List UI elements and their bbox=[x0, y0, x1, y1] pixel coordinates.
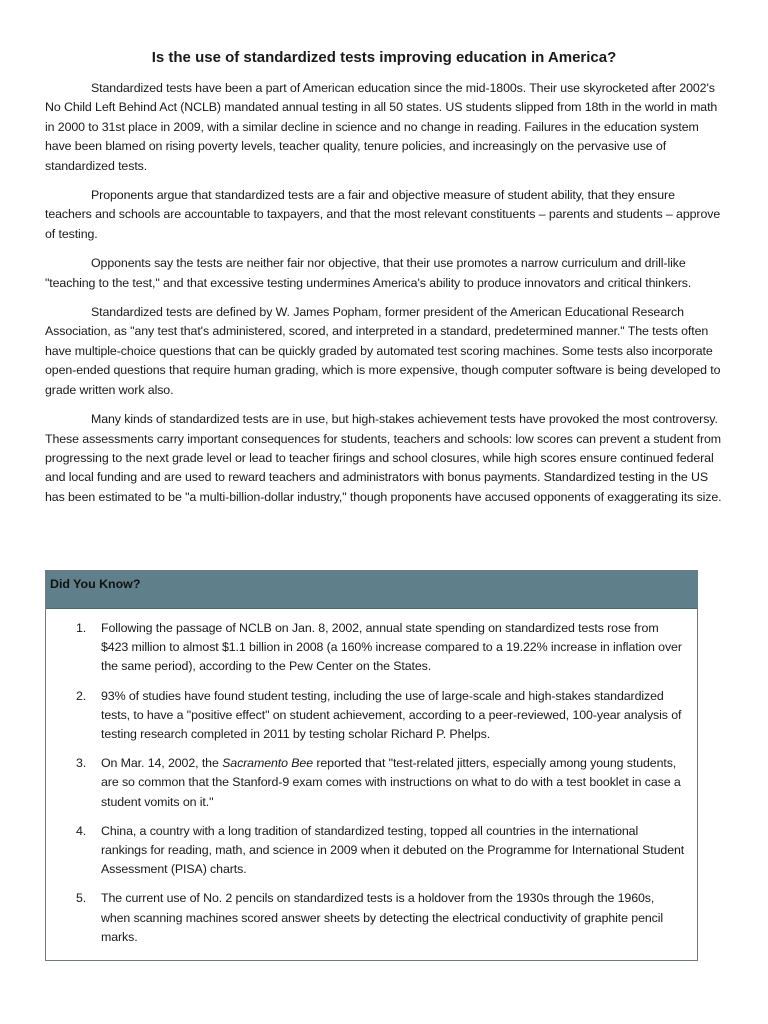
fact-item bbox=[46, 687, 697, 745]
paragraph: Standardized tests are defined by W. James Popham, former president of the American Educational Research Association, as "any test that's administered, scored, and interpreted in a standard, predetermined manner." The tests often have multiple-choice questions that can be quickly graded by automated test scoring machines. Some tests also incorporate open-ended questions that require human grading, which is more expensive, though computer software is being developed to grade written work also. bbox=[45, 305, 721, 397]
fact-text-part: reported that "test-related jitters, especially among young students, are so common that the Stanford-9 exam comes with instructions on what to do with a test booklet in case a student vomits on it." bbox=[101, 756, 681, 809]
publication-name: Sacramento Bee bbox=[222, 756, 314, 771]
facts-list bbox=[46, 619, 697, 957]
fact-number: 3. bbox=[76, 756, 87, 771]
fact-item bbox=[46, 889, 697, 947]
document-title: Is the use of standardized tests improving education in America? bbox=[151, 49, 617, 66]
fact-number: 5. bbox=[76, 891, 87, 906]
paragraph: Many kinds of standardized tests are in use, but high-stakes achievement tests have provoked the most controversy. These assessments carry important consequences for students, teachers and schools: low scores can prevent a student from progressing to the next grade level or lead to teacher firings and school closures, while high scores ensure continued federal and local funding and are used to reward teachers and administrators with bonus payments. Standardized testing in the US has been estimated to be "a multi-billion-dollar industry," though proponents have accused opponents of exaggerating its size. bbox=[45, 412, 722, 504]
paragraph: Proponents argue that standardized tests are a fair and objective measure of student ability, that they ensure teachers and schools are accountable to taxpayers, and that the most relevant constituents – parents and students – approve of testing. bbox=[45, 188, 721, 241]
fact-text: China, a country with a long tradition of standardized testing, topped all countries in the international rankings for reading, math, and science in 2009 when it debuted on the Programme for International Student Assessment (PISA) charts. bbox=[101, 823, 685, 877]
fact-number: 4. bbox=[76, 823, 87, 838]
did-you-know-box bbox=[45, 570, 698, 961]
did-you-know-header: Did You Know? bbox=[46, 571, 697, 609]
document-body bbox=[45, 79, 723, 517]
fact-item bbox=[46, 754, 697, 812]
fact-text-part: On Mar. 14, 2002, the bbox=[101, 756, 223, 771]
paragraph: Standardized tests have been a part of American education since the mid-1800s. Their use skyrocketed after 2002's No Child Left Behind Act (NCLB) mandated annual testing in all 50 states. US students slipped from 18th in the world in math in 2000 to 31st place in 2009, with a similar decline in science and no change in reading. Failures in the education system have been blamed on rising poverty levels, teacher quality, tenure policies, and increasingly on the pervasive use of standardized tests. bbox=[45, 81, 718, 173]
fact-text bbox=[101, 756, 681, 808]
fact-item bbox=[46, 822, 697, 880]
fact-number: 1. bbox=[76, 621, 87, 635]
fact-number: 2. bbox=[76, 688, 87, 703]
fact-text: 93% of studies have found student testing, including the use of large-scale and high-stakes standardized tests, to have a "positive effect" on student achievement, according to a peer-reviewed, 100-year analysis of testing research completed in 2011 by testing scholar Richard P. Phelps. bbox=[101, 688, 682, 742]
fact-text: The current use of No. 2 pencils on standardized tests is a holdover from the 1930s through the 1960s, when scanning machines scored answer sheets by detecting the electrical conductivity of graphite pencil marks. bbox=[101, 891, 664, 944]
paragraph: Opponents say the tests are neither fair nor objective, that their use promotes a narrow curriculum and drill-like "teaching to the test," and that excessive testing undermines America's ability to produce innovators and critical thinkers. bbox=[45, 256, 692, 290]
fact-text: Following the passage of NCLB on Jan. 8, 2002, annual state spending on standardized tests rose from $423 million to almost $1.1 billion in 2008 (a 160% increase compared to a 19.22% increase in inflation over the same period), according to the Pew Center on the States. bbox=[101, 621, 682, 674]
fact-item bbox=[46, 619, 697, 677]
